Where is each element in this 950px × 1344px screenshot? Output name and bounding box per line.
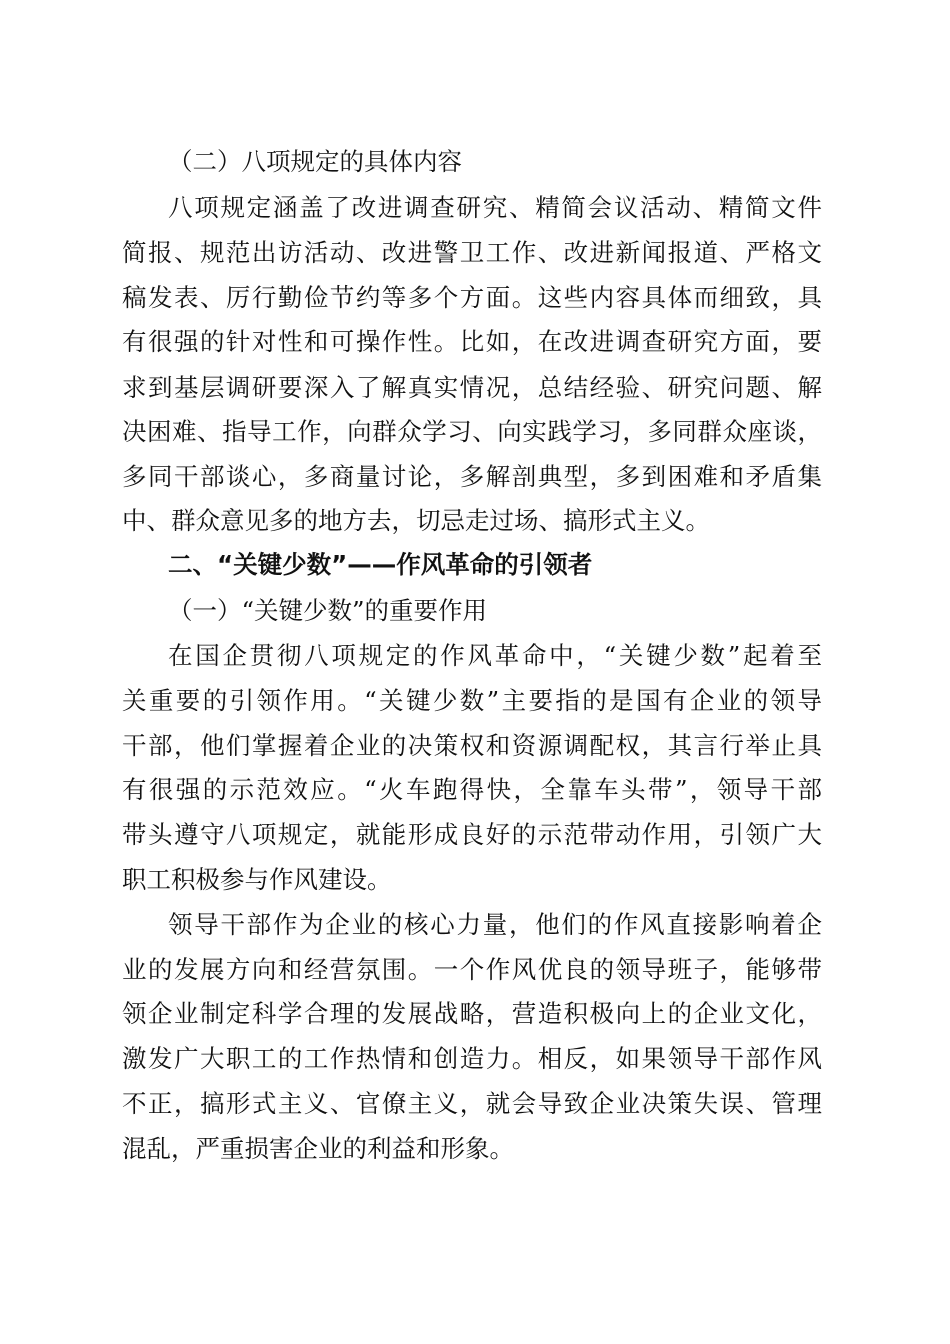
paragraph-line: 中、群众意见多的地方去，切忌走过场、搞形式主义。	[122, 506, 710, 535]
paragraph-line: 决困难、指导工作，向群众学习、向实践学习，多同群众座谈，	[122, 417, 822, 446]
paragraph-line: 带头遵守八项规定，就能形成良好的示范带动作用，引领广大	[122, 820, 822, 849]
paragraph-line: 领导干部作为企业的核心力量，他们的作风直接影响着企	[168, 910, 822, 939]
paragraph-line: 业的发展方向和经营氛围。一个作风优良的领导班子，能够带	[122, 955, 822, 984]
paragraph-line: 激发广大职工的工作热情和创造力。相反，如果领导干部作风	[122, 1044, 822, 1073]
paragraph-line: 不正，搞形式主义、官僚主义，就会导致企业决策失误、管理	[122, 1089, 822, 1118]
paragraph-line: 有很强的示范效应。“火车跑得快，全靠车头带”，领导干部	[122, 775, 822, 804]
paragraph-line: 稿发表、厉行勤俭节约等多个方面。这些内容具体而细致，具	[122, 283, 822, 312]
paragraph-line: 干部，他们掌握着企业的决策权和资源调配权，其言行举止具	[122, 731, 822, 760]
chapter-heading-key-minority: 二、“关键少数”——作风革命的引领者	[168, 550, 593, 579]
paragraph-line: 八项规定涵盖了改进调查研究、精简会议活动、精简文件	[168, 193, 822, 222]
paragraph-line: 求到基层调研要深入了解真实情况，总结经验、研究问题、解	[122, 373, 822, 402]
paragraph-line: 多同干部谈心，多商量讨论，多解剖典型，多到困难和矛盾集	[122, 462, 822, 491]
paragraph-line: 职工积极参与作风建设。	[122, 865, 392, 894]
section-heading-eight-rules-content: （二）八项规定的具体内容	[168, 147, 462, 176]
paragraph-line: 混乱，严重损害企业的利益和形象。	[122, 1134, 514, 1163]
paragraph-line: 关重要的引领作用。“关键少数”主要指的是国有企业的领导	[122, 686, 822, 715]
paragraph-line: 领企业制定科学合理的发展战略，营造积极向上的企业文化，	[122, 999, 822, 1028]
paragraph-line: 有很强的针对性和可操作性。比如，在改进调查研究方面，要	[122, 327, 822, 356]
paragraph-line: 在国企贯彻八项规定的作风革命中，“关键少数”起着至	[168, 641, 822, 670]
paragraph-line: 简报、规范出访活动、改进警卫工作、改进新闻报道、严格文	[122, 238, 822, 267]
section-heading-key-minority-role: （一）“关键少数”的重要作用	[168, 596, 488, 625]
